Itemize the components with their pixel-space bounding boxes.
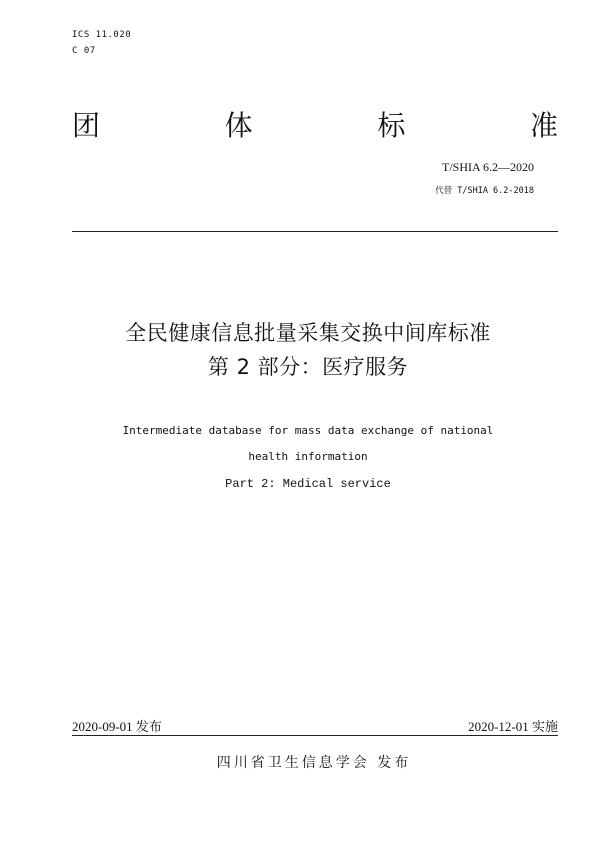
title-en-line-1: Intermediate database for mass data exchange of national	[122, 424, 494, 437]
header-divider	[72, 231, 558, 232]
publisher: 四川省卫生信息学会 发布	[216, 755, 412, 771]
title-cn-line-1: 全民健康信息批量采集交换中间库标准	[125, 321, 491, 345]
standard-number: T/SHIA 6.2—2020	[441, 160, 534, 174]
ics-code: ICS 11.020	[72, 30, 132, 40]
replaces-standard: 代替 T/SHIA 6.2-2018	[435, 186, 534, 196]
standard-type-char-4: 准	[529, 109, 558, 142]
ccs-code: C 07	[72, 46, 96, 56]
standard-type-char-3: 标	[377, 109, 406, 142]
standard-type-char-2: 体	[224, 109, 253, 142]
title-en-line-2: health information	[248, 450, 368, 463]
standard-type-char-1: 团	[72, 109, 101, 142]
issue-date: 2020-09-01 发布	[72, 719, 162, 734]
title-cn-line-2: 第 2 部分：医疗服务	[207, 355, 409, 379]
implementation-date: 2020-12-01 实施	[468, 719, 558, 734]
standard-type-heading	[72, 108, 558, 144]
footer-divider	[72, 735, 558, 736]
title-en-line-3: Part 2: Medical service	[225, 477, 391, 491]
